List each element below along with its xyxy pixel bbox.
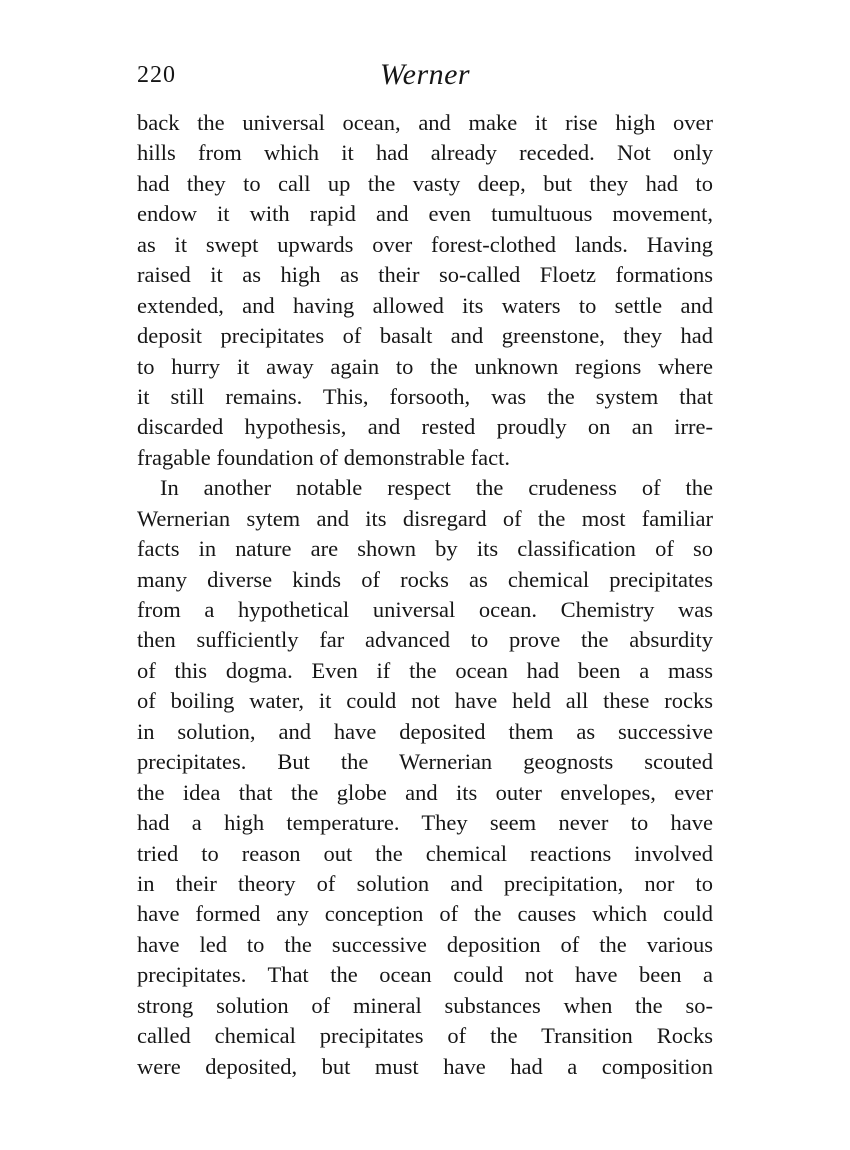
text-line: endow it with rapid and even tumultuous movement,: [137, 201, 713, 227]
running-title: Werner: [379, 58, 471, 91]
running-head: [137, 58, 713, 94]
text-line: hills from which it had already receded. Not only: [137, 140, 713, 166]
text-line: in solution, and have deposited them as successive: [137, 718, 713, 744]
text-line: many diverse kinds of rocks as chemical precipitates: [137, 566, 713, 592]
text-line: it still remains. This, forsooth, was the system that: [137, 383, 713, 409]
text-line: precipitates. But the Wernerian geognosts scouted: [137, 749, 713, 775]
text-line: back the universal ocean, and make it rise high over: [137, 110, 713, 135]
page-number: 220: [137, 62, 176, 88]
text-line: In another notable respect the crudeness of the: [160, 475, 713, 501]
body-text: [137, 108, 713, 1082]
text-line: of boiling water, it could not have held all these rocks: [137, 688, 713, 714]
text-line: from a hypothetical universal ocean. Chemistry was: [137, 597, 713, 622]
text-line: were deposited, but must have had a composition: [137, 1053, 713, 1079]
text-line: deposit precipitates of basalt and greenstone, they had: [137, 323, 713, 349]
text-line: to hurry it away again to the unknown regions where: [137, 353, 713, 379]
text-line: in their theory of solution and precipitation, nor to: [137, 870, 713, 896]
text-line: then sufficiently far advanced to prove the absurdity: [137, 627, 713, 653]
text-line: the idea that the globe and its outer envelopes, ever: [137, 779, 713, 805]
text-line: facts in nature are shown by its classification of so: [137, 536, 713, 562]
text-line: extended, and having allowed its waters to settle and: [137, 292, 713, 318]
text-line: called chemical precipitates of the Transition Rocks: [137, 1023, 713, 1049]
text-line: had they to call up the vasty deep, but they had to: [137, 170, 713, 196]
text-line: fragable foundation of demonstrable fact.: [137, 444, 510, 470]
text-line: of this dogma. Even if the ocean had been a mass: [137, 657, 713, 683]
text-line: have led to the successive deposition of the various: [137, 931, 713, 957]
text-line: discarded hypothesis, and rested proudly on an irre-: [137, 414, 713, 440]
text-line: raised it as high as their so-called Floetz formations: [137, 262, 713, 288]
text-line: have formed any conception of the causes which could: [137, 901, 713, 927]
text-line: had a high temperature. They seem never to have: [137, 810, 713, 836]
paragraph: [137, 473, 713, 1082]
text-line: strong solution of mineral substances when the so-: [137, 992, 713, 1018]
text-line: tried to reason out the chemical reactions involved: [137, 840, 713, 866]
text-line: Wernerian sytem and its disregard of the most familiar: [137, 505, 713, 531]
text-line: precipitates. That the ocean could not have been a: [137, 962, 713, 988]
text-line: as it swept upwards over forest-clothed lands. Having: [137, 231, 713, 257]
paragraph: [137, 108, 713, 473]
